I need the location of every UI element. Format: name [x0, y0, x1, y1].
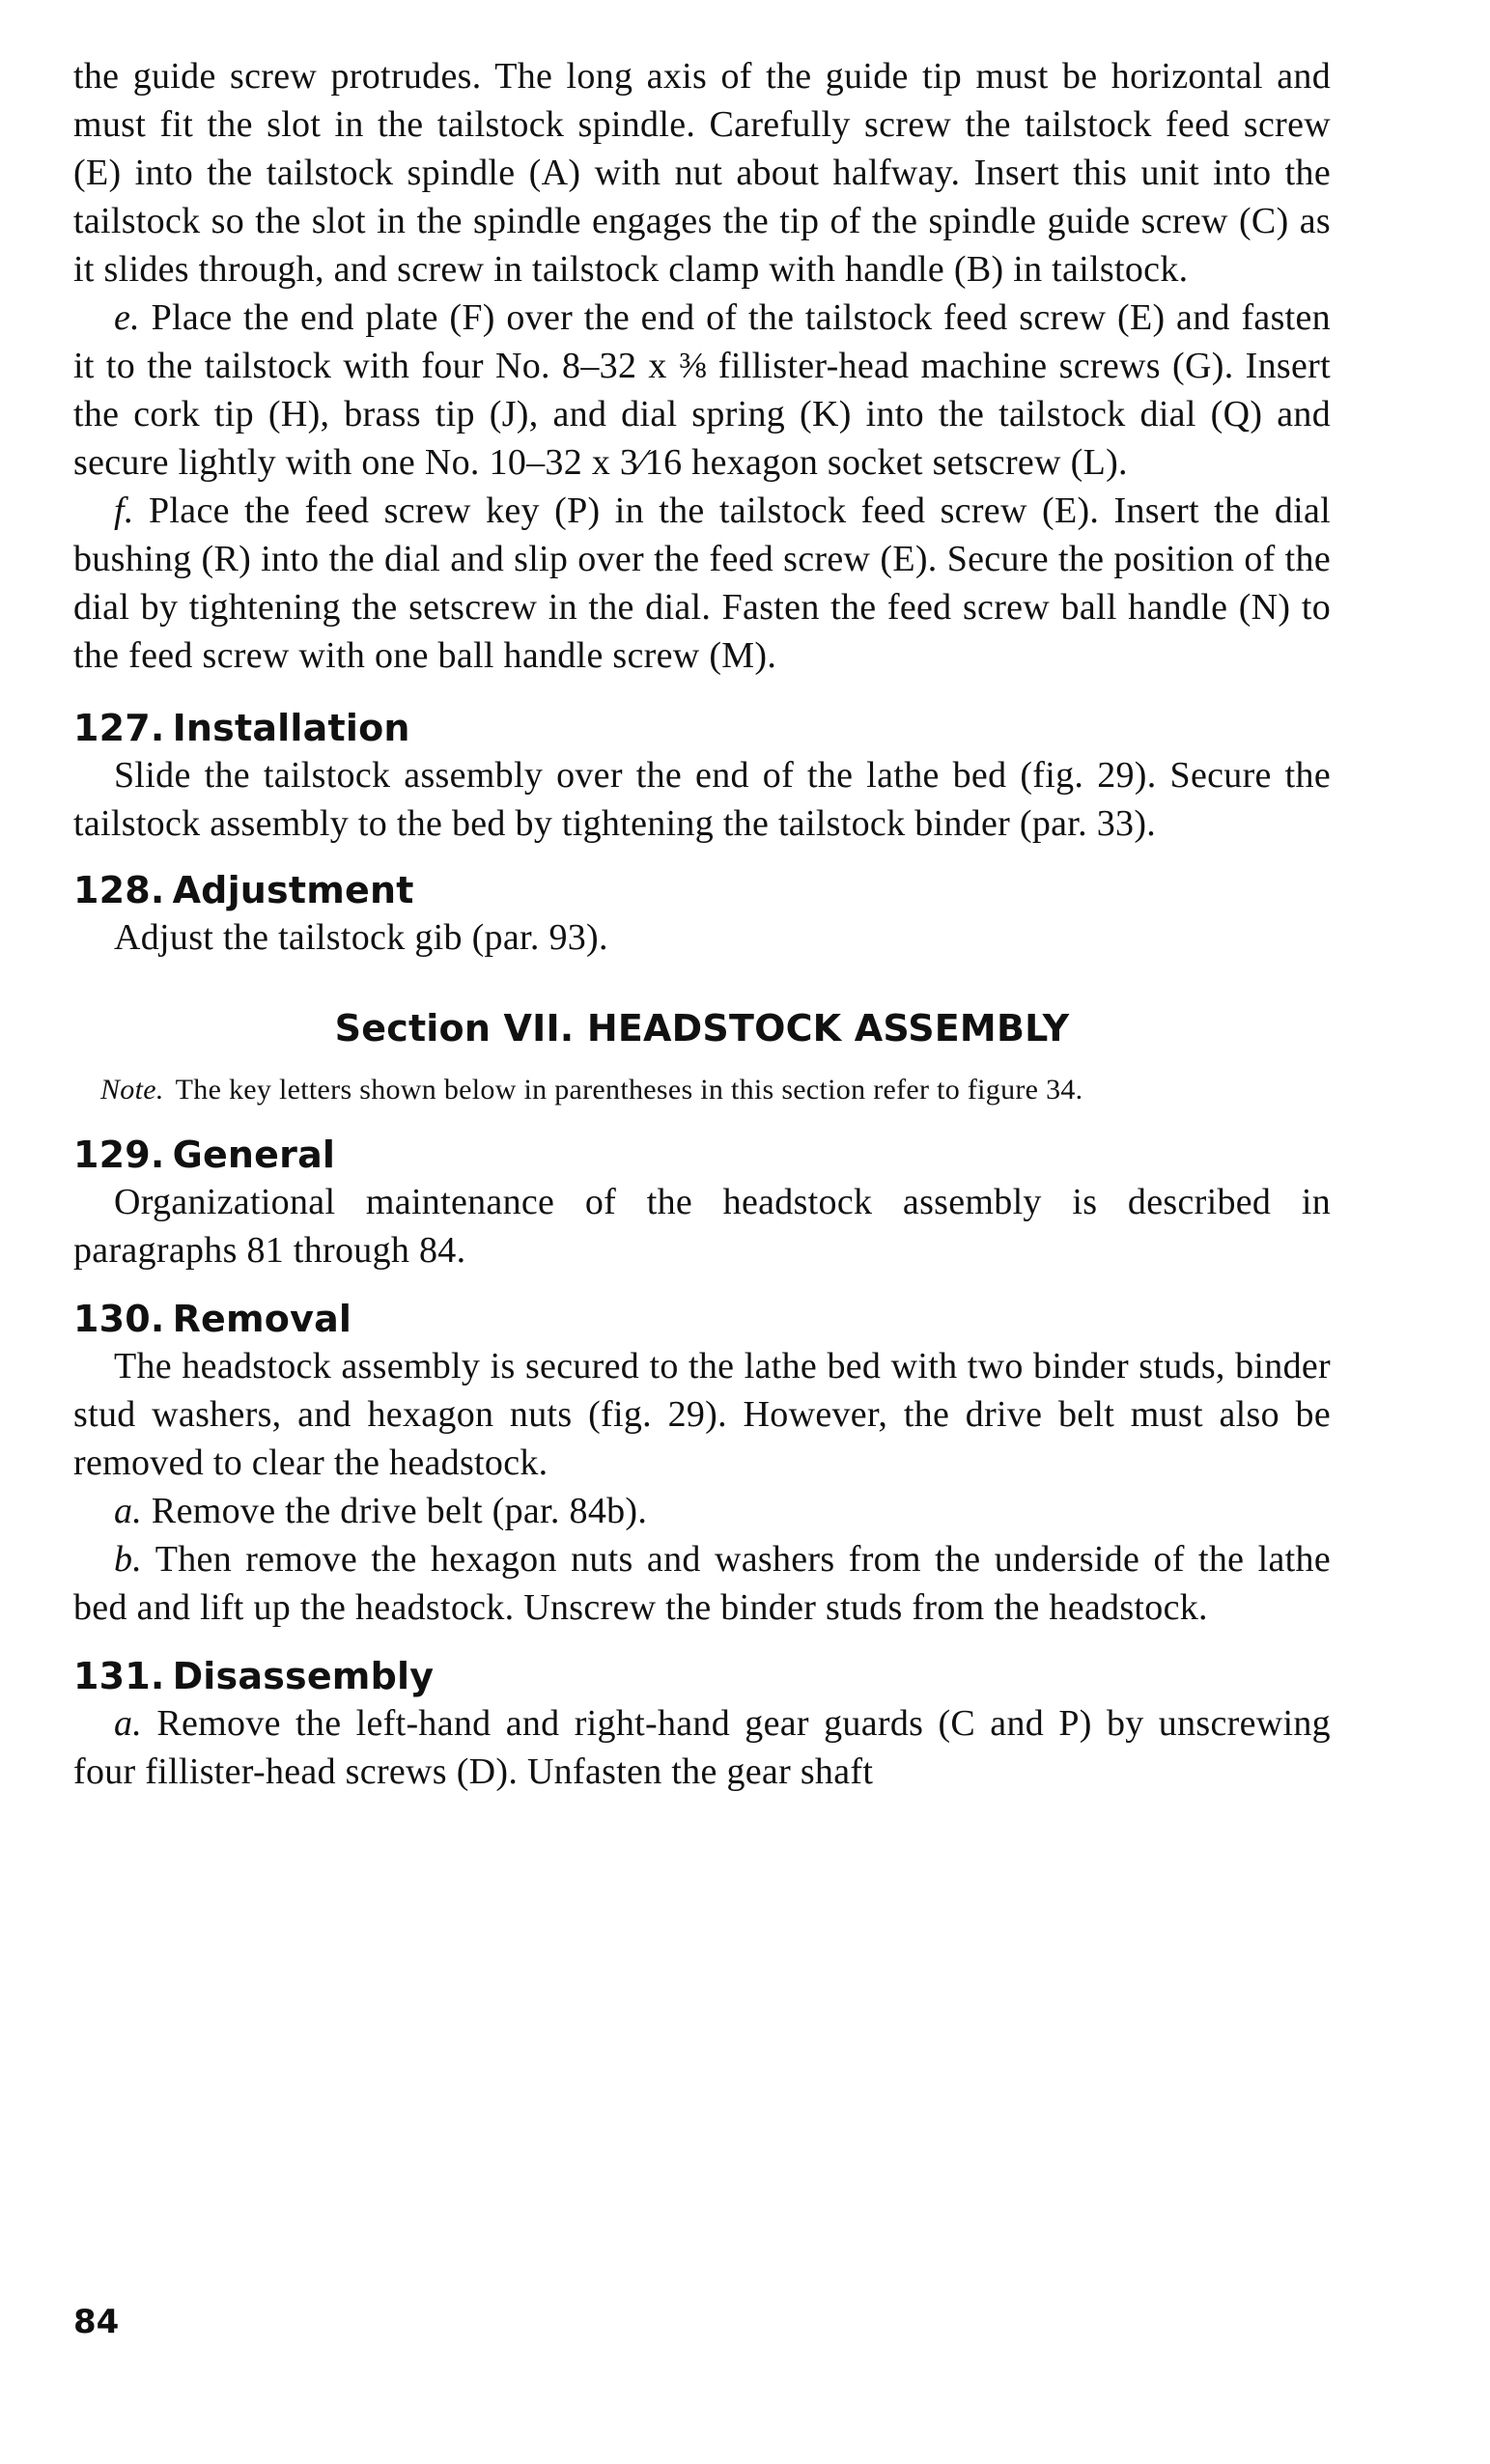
step-e-text: Place the end plate (F) over the end of the tailstock feed screw (E) and fasten it to the tailstock with four No. 8–32 x ⅜ fillister-head machine screws (G). Insert the cork tip (H), brass tip (J), and dial spring (K) into the tailstock dial (Q) and secure lightly with one No. 10–32 x 3⁄16 hexagon socket setscrew (L).	[73, 297, 1331, 483]
heading-131	[73, 1653, 1331, 1699]
step-f-text: Place the feed screw key (P) in the tailstock feed screw (E). Insert the dial bushing (R) into the dial and slip over the feed screw (E). Secure the position of the dial by tightening the setscrew in the dial. Fasten the feed screw ball handle (N) to the feed screw with one ball handle screw (M).	[73, 490, 1331, 676]
heading-131-number: 131.	[73, 1655, 165, 1697]
step-f-paragraph	[73, 487, 1331, 680]
step-e-label: e.	[114, 297, 140, 338]
sec130-step-b-label: b.	[114, 1539, 143, 1580]
sec127-paragraph: Slide the tailstock assembly over the end of the lathe bed (fig. 29). Secure the tailstock assembly to the bed by tightening the tailstock binder (par. 33).	[73, 755, 1331, 844]
sec130-step-a-label: a.	[114, 1491, 143, 1531]
sec130-step-b-paragraph	[73, 1535, 1331, 1632]
section-title: Section VII. HEADSTOCK ASSEMBLY	[334, 1007, 1070, 1050]
heading-128-number: 128.	[73, 869, 165, 911]
sec130-paragraph: The headstock assembly is secured to the lathe bed with two binder studs, binder stud washers, and hexagon nuts (fig. 29). However, the drive belt must also be removed to clear the headstock.	[73, 1346, 1331, 1483]
heading-127-number: 127.	[73, 707, 165, 749]
sec131-step-a-paragraph	[73, 1699, 1331, 1796]
heading-130	[73, 1296, 1331, 1342]
page-body	[73, 52, 1331, 1796]
heading-129-number: 129.	[73, 1134, 165, 1176]
heading-129-title: General	[172, 1134, 336, 1176]
heading-127	[73, 705, 1331, 751]
sec131-step-a-label: a.	[114, 1703, 143, 1744]
heading-131-title: Disassembly	[172, 1655, 435, 1697]
heading-128	[73, 867, 1331, 913]
page-number: 84	[73, 2303, 120, 2341]
heading-130-title: Removal	[172, 1298, 352, 1340]
note-paragraph	[73, 1070, 1331, 1110]
heading-129	[73, 1132, 1331, 1178]
sec129-paragraph: Organizational maintenance of the headstock assembly is described in paragraphs 81 through 84.	[73, 1182, 1331, 1271]
intro-paragraph: the guide screw protrudes. The long axis of the guide tip must be horizontal and must fit the slot in the tailstock spindle. Carefully screw the tailstock feed screw (E) into the tailstock spindle (A) with nut about halfway. Insert this unit into the tailstock so the slot in the spindle engages the tip of the spindle guide screw (C) as it slides through, and screw in tailstock clamp with handle (B) in tailstock.	[73, 56, 1331, 290]
note-text: The key letters shown below in parentheses in this section refer to figure 34.	[175, 1074, 1083, 1106]
sec130-step-b-text: Then remove the hexagon nuts and washers from the underside of the lathe bed and lift up the headstock. Unscrew the binder studs from the headstock.	[73, 1539, 1331, 1628]
heading-127-title: Installation	[172, 707, 410, 749]
sec131-step-a-text: Remove the left-hand and right-hand gear guards (C and P) by unscrewing four fillister-head screws (D). Unfasten the gear shaft	[73, 1703, 1331, 1792]
sec128-paragraph: Adjust the tailstock gib (par. 93).	[114, 917, 608, 958]
step-f-label: f.	[114, 490, 134, 531]
heading-128-title: Adjustment	[172, 869, 414, 911]
sec130-step-a-text: Remove the drive belt (par. 84b).	[151, 1491, 648, 1531]
step-e-paragraph	[73, 294, 1331, 487]
sec130-step-a-paragraph	[73, 1487, 1331, 1535]
heading-130-number: 130.	[73, 1298, 165, 1340]
note-label: Note.	[100, 1074, 164, 1106]
